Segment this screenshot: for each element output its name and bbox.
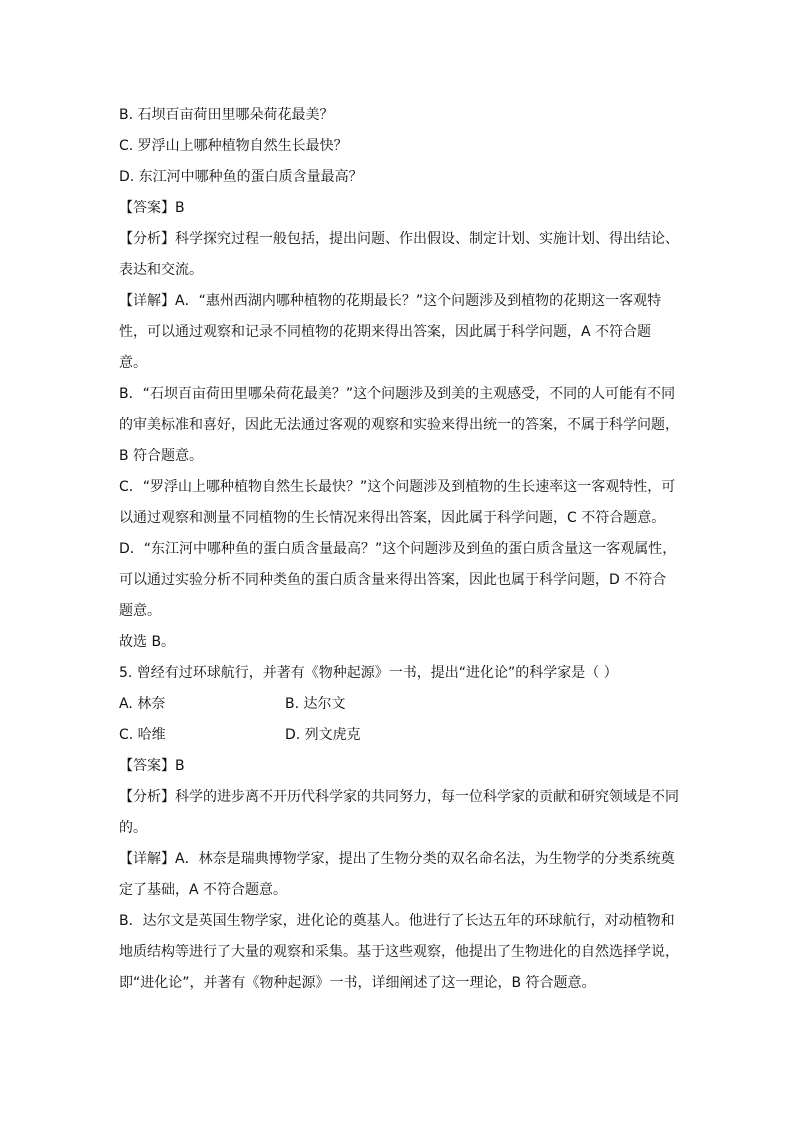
q5-detail-b: B．达尔文是英国生物学家，进化论的奠基人。他进行了长达五年的环球航行，对动植物和地质结构等进行了大量的观察和采集。基于这些观察，他提出了生物进化的自然选择学说，即“进化论”，并著有《物种起源》一书，详细阐述了这一理论，B 符合题意。	[119, 913, 679, 991]
analysis-tag: 【分析】	[119, 231, 175, 247]
analysis-tag: 【分析】	[119, 789, 175, 805]
answer-value: B	[175, 200, 185, 216]
q4-option-c: C. 罗浮山上哪种植物自然生长最快？	[119, 138, 348, 154]
answer-tag: 【答案】	[119, 758, 175, 774]
q4-detail-d: D．“东江河中哪种鱼的蛋白质含量最高？”这个问题涉及到鱼的蛋白质含量这一客观属性，可以通过实验分析不同种类鱼的蛋白质含量来得出答案，因此也属于科学问题，D 不符合题意。	[119, 541, 677, 619]
q5-stem: 5. 曾经有过环球航行，并著有《物种起源》一书，提出“进化论”的科学家是（ ）	[119, 665, 618, 681]
q5-analysis	[119, 782, 679, 844]
q4-conclusion: 故选 B。	[119, 634, 176, 650]
detail-text-a: A．“惠州西湖内哪种植物的花期最长？”这个问题涉及到植物的花期这一客观特性，可以通过观察和记录不同植物的花期来得出答案，因此属于科学问题，A 不符合题意。	[119, 293, 662, 371]
answer-tag: 【答案】	[119, 200, 175, 216]
q5-options-row-1	[119, 689, 679, 720]
q4-detail-b: B．“石坝百亩荷田里哪朵荷花最美？”这个问题涉及到美的主观感受，不同的人可能有不同的审美标准和喜好，因此无法通过客观的观察和实验来得出统一的答案，不属于科学问题，B 符合题意。	[119, 386, 679, 464]
answer-value: B	[175, 758, 185, 774]
q4-option-b: B. 石坝百亩荷田里哪朵荷花最美？	[119, 107, 334, 123]
analysis-text: 科学探究过程一般包括，提出问题、作出假设、制定计划、实施计划、得出结论、表达和交流。	[119, 231, 679, 278]
analysis-text: 科学的进步离不开历代科学家的共同努力，每一位科学家的贡献和研究领域是不同的。	[119, 789, 679, 836]
document-page	[119, 100, 679, 999]
q5-option-b: B. 达尔文	[285, 696, 346, 712]
q5-option-d: D. 列文虎克	[285, 727, 361, 743]
detail-tag: 【详解】	[119, 851, 175, 867]
detail-tag: 【详解】	[119, 293, 175, 309]
q5-options-row-2	[119, 720, 679, 751]
q4-detail-a	[119, 286, 679, 379]
q5-answer	[119, 751, 679, 782]
q4-analysis	[119, 224, 679, 286]
q5-option-a: A. 林奈	[119, 696, 166, 712]
q5-detail-a	[119, 844, 679, 906]
q4-detail-c: C．“罗浮山上哪种植物自然生长最快？”这个问题涉及到植物的生长速率这一客观特性，可以通过观察和测量不同植物的生长情况来得出答案，因此属于科学问题，C 不符合题意。	[119, 479, 676, 526]
detail-text-a: A．林奈是瑞典博物学家，提出了生物分类的双名命名法，为生物学的分类系统奠定了基础，A 不符合题意。	[119, 851, 675, 898]
q5-option-c: C. 哈维	[119, 727, 166, 743]
q4-option-d: D. 东江河中哪种鱼的蛋白质含量最高？	[119, 169, 363, 185]
q4-answer	[119, 193, 679, 224]
